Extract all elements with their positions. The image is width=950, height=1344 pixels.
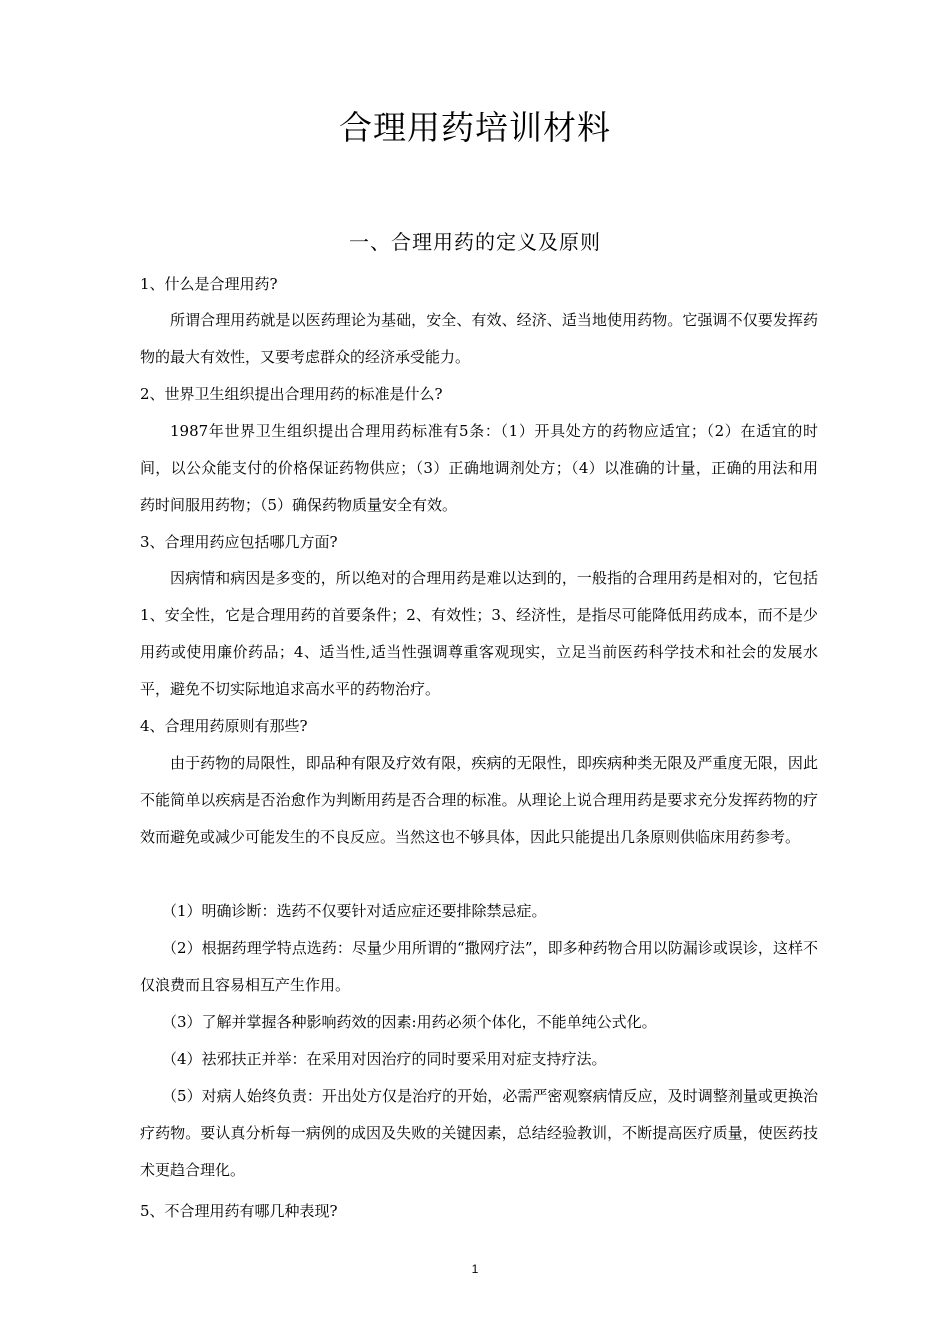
question-3: 3、合理用药应包括哪几方面? [140, 533, 338, 551]
question-4: 4、合理用药原则有那些? [140, 717, 308, 735]
document-title: 合理用药培训材料 [339, 108, 611, 147]
principle-5: （5）对病人始终负责：开出处方仅是治疗的开始，必需严密观察病情反应，及时调整剂量或更换治疗药物。要认真分析每一病例的成因及失败的关键因素，总结经验教训，不断提高医疗质量，使医药技术更趋合理化。 [140, 1087, 818, 1179]
principle-3: （3）了解并掌握各种影响药效的因素:用药必须个体化，不能单纯公式化。 [162, 1013, 657, 1031]
section-heading: 一、合理用药的定义及原则 [349, 230, 601, 254]
principle-2: （2）根据药理学特点选药：尽量少用所谓的“撒网疗法”，即多种药物合用以防漏诊或误诊，这样不仅浪费而且容易相互产生作用。 [140, 939, 818, 994]
answer-2: 1987年世界卫生组织提出合理用药标准有5条：（1）开具处方的药物应适宜；（2）在适宜的时间，以公众能支付的价格保证药物供应；（3）正确地调剂处方；（4）以准确的计量，正确的用法和用药时间服用药物；（5）确保药物质量安全有效。 [140, 422, 818, 514]
question-2: 2、世界卫生组织提出合理用药的标准是什么? [140, 385, 443, 403]
page-number: 1 [471, 1262, 479, 1276]
answer-3: 因病情和病因是多变的，所以绝对的合理用药是难以达到的，一般指的合理用药是相对的，它包括1、安全性，它是合理用药的首要条件；2、有效性；3、经济性，是指尽可能降低用药成本，而不是少用药或使用廉价药品；4、适当性,适当性强调尊重客观现实，立足当前医药科学技术和社会的发展水平，避免不切实际地追求高水平的药物治疗。 [140, 569, 818, 698]
answer-4: 由于药物的局限性，即品种有限及疗效有限，疾病的无限性，即疾病种类无限及严重度无限，因此不能简单以疾病是否治愈作为判断用药是否合理的标准。从理论上说合理用药是要求充分发挥药物的疗效而避免或减少可能发生的不良反应。当然这也不够具体，因此只能提出几条原则供临床用药参考。 [140, 754, 818, 846]
question-1: 1、什么是合理用药? [140, 275, 278, 293]
principle-1: （1）明确诊断：选药不仅要针对适应症还要排除禁忌症。 [162, 902, 547, 920]
principle-4: （4）祛邪扶正并举：在采用对因治疗的同时要采用对症支持疗法。 [162, 1050, 607, 1068]
question-5: 5、不合理用药有哪几种表现? [140, 1202, 338, 1220]
answer-1: 所谓合理用药就是以医药理论为基础，安全、有效、经济、适当地使用药物。它强调不仅要发挥药物的最大有效性，又要考虑群众的经济承受能力。 [140, 311, 818, 366]
